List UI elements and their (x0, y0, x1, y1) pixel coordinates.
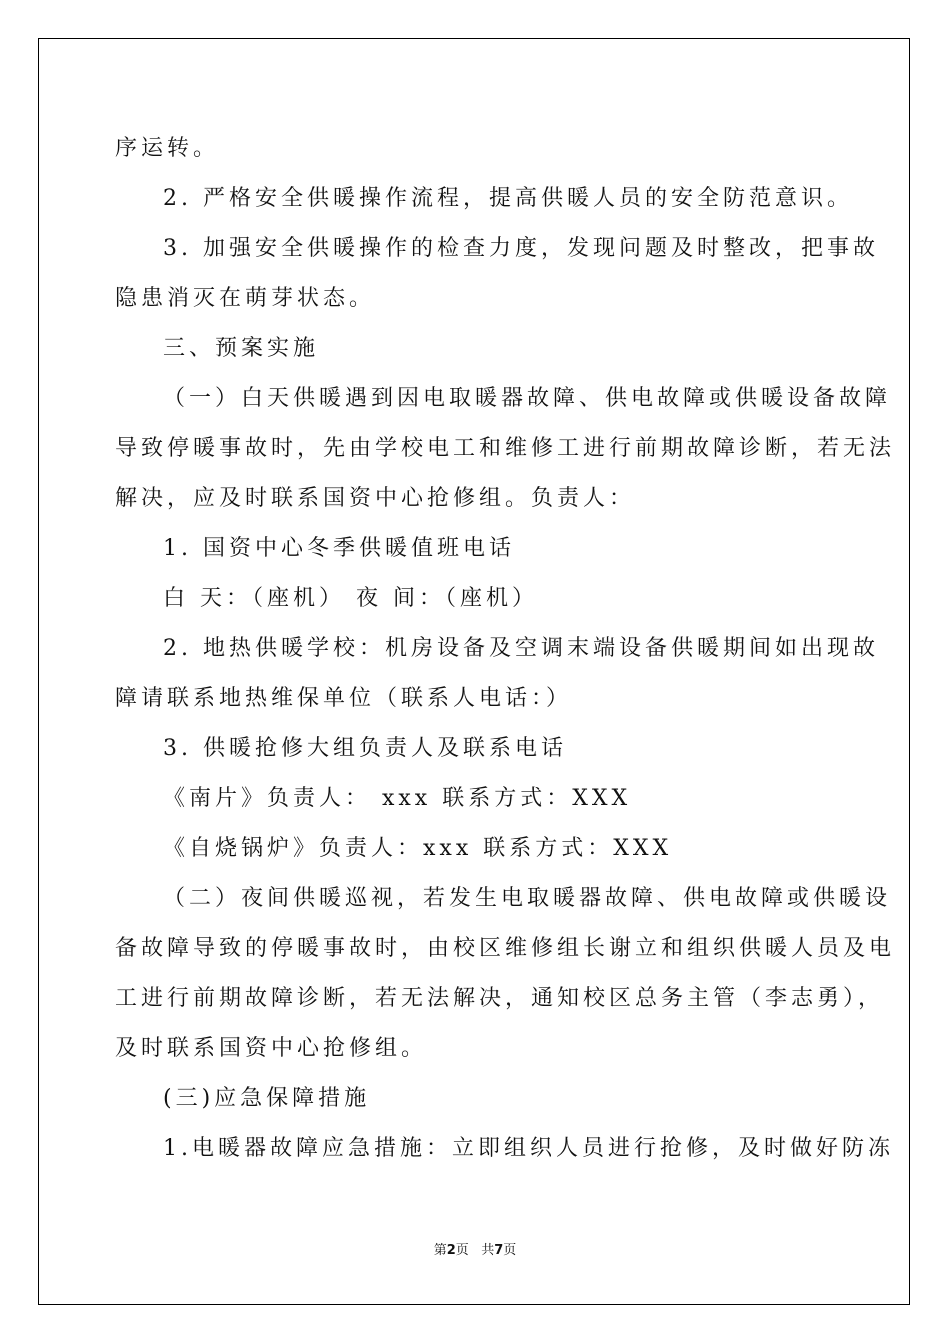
text-line: 及时联系国资中心抢修组。 (115, 1036, 428, 1061)
text-line: 3. 供暖抢修大组负责人及联系电话 (163, 736, 567, 761)
section-heading: 三、预案实施 (163, 336, 320, 361)
section-heading: (三)应急保障措施 (163, 1086, 371, 1111)
current-page-number: 2 (446, 1243, 456, 1258)
text-line: 2. 地热供暖学校：机房设备及空调末端设备供暖期间如出现故 (163, 636, 879, 661)
text-line: 1.电暖器故障应急措施：立即组织人员进行抢修，及时做好防冻 (163, 1136, 894, 1161)
text-line: 3. 加强安全供暖操作的检查力度，发现问题及时整改，把事故 (163, 236, 879, 261)
text-line: 隐患消灭在萌芽状态。 (115, 286, 376, 311)
footer-suffix: 页 (503, 1243, 517, 1258)
page-border (38, 38, 910, 1305)
footer-middle: 页 共 (455, 1243, 495, 1258)
footer-prefix: 第 (433, 1243, 447, 1258)
page-footer (0, 1243, 950, 1259)
text-line: （二）夜间供暖巡视，若发生电取暖器故障、供电故障或供暖设 (163, 886, 892, 911)
text-line: 《南片》负责人： xxx 联系方式：XXX (163, 786, 632, 811)
text-line: 1. 国资中心冬季供暖值班电话 (163, 536, 515, 561)
text-line: 导致停暖事故时，先由学校电工和维修工进行前期故障诊断，若无法 (115, 436, 896, 461)
text-line: 白 天：（座机） 夜 间：（座机） (163, 586, 538, 611)
text-line: 备故障导致的停暖事故时，由校区维修组长谢立和组织供暖人员及电 (115, 936, 896, 961)
text-line: 工进行前期故障诊断，若无法解决，通知校区总务主管（李志勇）， (115, 986, 885, 1011)
text-line: （一）白天供暖遇到因电取暖器故障、供电故障或供暖设备故障 (163, 386, 892, 411)
text-line: 障请联系地热维保单位（联系人电话：） (115, 686, 573, 711)
text-line: 解决，应及时联系国资中心抢修组。负责人： (115, 486, 636, 511)
text-line: 序运转。 (115, 136, 220, 161)
text-line: 2. 严格安全供暖操作流程，提高供暖人员的安全防范意识。 (163, 186, 853, 211)
total-page-count: 7 (494, 1243, 504, 1258)
text-line: 《自烧锅炉》负责人：xxx 联系方式：XXX (163, 836, 673, 861)
